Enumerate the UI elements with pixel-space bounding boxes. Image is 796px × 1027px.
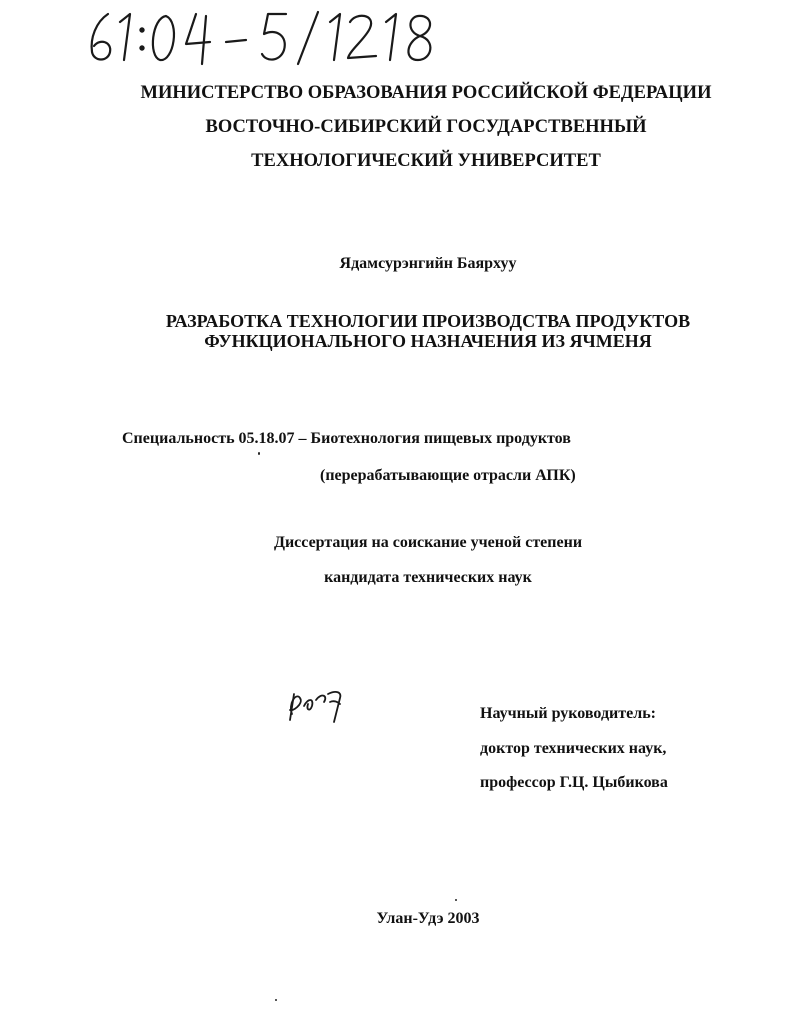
specialty-line2: (перерабатывающие отрасли АПК) (320, 467, 576, 484)
scan-speck (275, 999, 277, 1001)
supervisor-label: Научный руководитель: (480, 705, 656, 722)
handwritten-archive-code (86, 8, 446, 68)
thesis-title-line2: ФУНКЦИОНАЛЬНОГО НАЗНАЧЕНИЯ ИЗ ЯЧМЕНЯ (204, 331, 652, 351)
ministry-heading: МИНИСТЕРСТВО ОБРАЗОВАНИЯ РОССИЙСКОЙ ФЕДЕРАЦИИ (140, 83, 712, 103)
university-name-line1: ВОСТОЧНО-СИБИРСКИЙ ГОСУДАРСТВЕННЫЙ (205, 117, 647, 137)
scan-speck (455, 899, 457, 901)
author-name: Ядамсурэнгийн Баярхуу (339, 255, 517, 272)
thesis-title-line1: РАЗРАБОТКА ТЕХНОЛОГИИ ПРОИЗВОДСТВА ПРОДУКТОВ (165, 311, 691, 331)
dissertation-type-line2: кандидата технических наук (324, 569, 532, 586)
supervisor-name: профессор Г.Ц. Цыбикова (480, 774, 668, 791)
supervisor-degree: доктор технических наук, (480, 740, 667, 757)
university-name-line2: ТЕХНОЛОГИЧЕСКИЙ УНИВЕРСИТЕТ (251, 151, 601, 171)
scan-speck (258, 452, 260, 455)
city-and-year: Улан-Удэ 2003 (376, 910, 480, 927)
specialty-line1: Специальность 05.18.07 – Биотехнология пищевых продуктов (122, 430, 571, 447)
handwritten-signature (284, 684, 348, 724)
dissertation-type-line1: Диссертация на соискание ученой степени (273, 534, 583, 551)
